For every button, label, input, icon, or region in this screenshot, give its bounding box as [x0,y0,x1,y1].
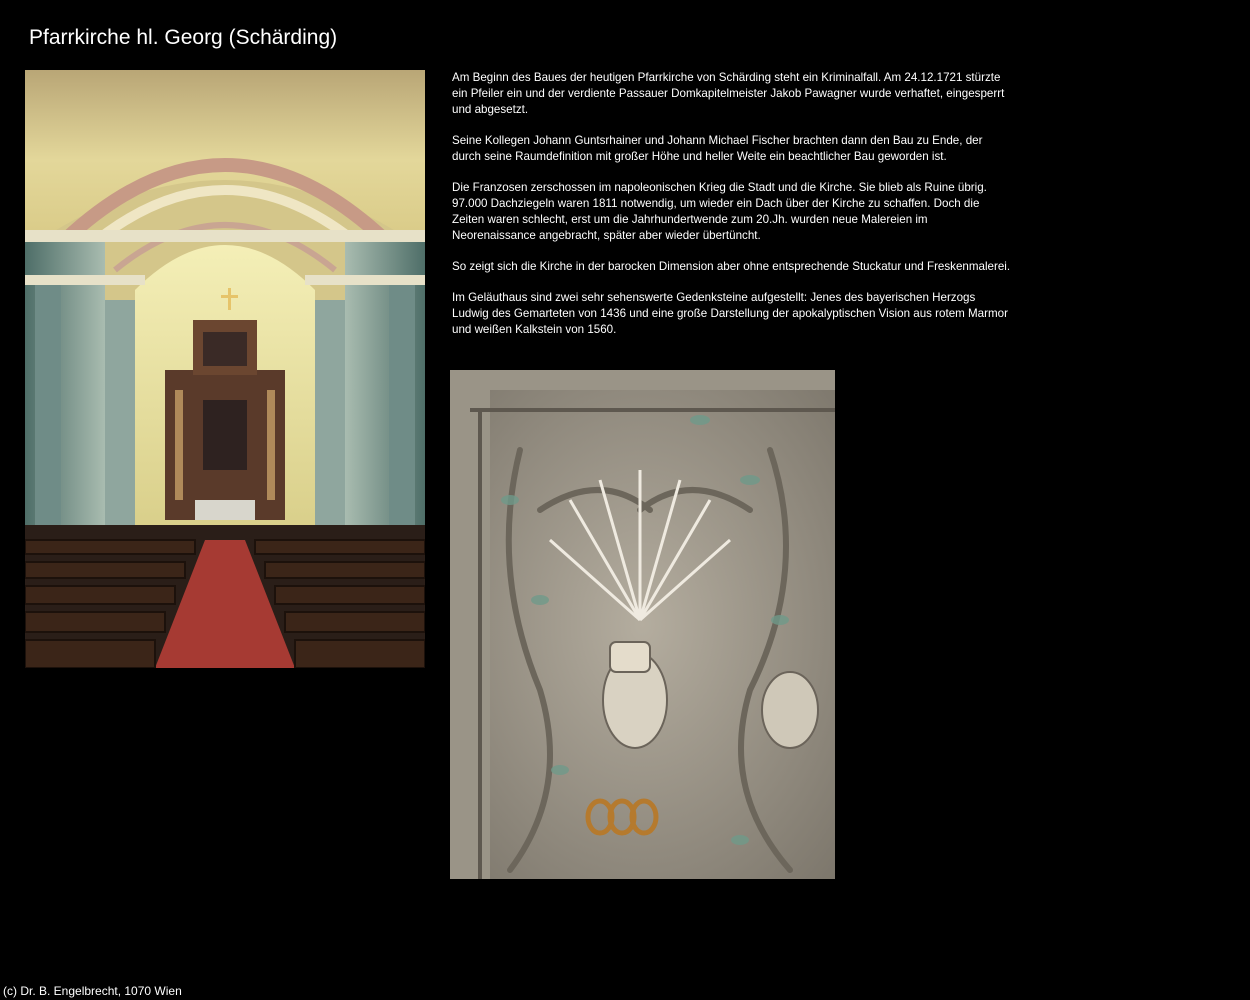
paragraph: Im Geläuthaus sind zwei sehr sehenswerte Gedenksteine aufgestellt: Jenes des bayerischen Herzogs Ludwig des Gemarteten von 1436 und eine große Darstellung der apokalyptischen Vision aus rotem Marmor und weißen Kalkstein von 1560. [452,291,1008,336]
paragraph: Seine Kollegen Johann Guntsrhainer und Johann Michael Fischer brachten dann den Bau zu Ende, der durch seine Raumdefinition mit großer Höhe und heller Weite ein beachtlicher Bau geworden ist. [452,134,983,163]
page-title: Pfarrkirche hl. Georg (Schärding) [29,26,338,49]
paragraph: Die Franzosen zerschossen im napoleonischen Krieg die Stadt und die Kirche. Sie blieb als Ruine übrig. 97.000 Dachziegeln waren 1811 notwendig, um wieder ein Dach über der Kirche zu schaffen. Doch die Zeiten waren schlecht, erst um die Jahrhundertwende zum 20.Jh. wurden neue Malereien im Neorenaissance angebracht, später aber wieder übertüncht. [452,181,987,242]
memorial-stone-relief-photo [450,370,835,879]
church-interior-photo [25,70,425,668]
description-text [452,70,1012,353]
copyright-footer: (c) Dr. B. Engelbrecht, 1070 Wien [3,984,182,998]
paragraph: Am Beginn des Baues der heutigen Pfarrkirche von Schärding steht ein Kriminalfall. Am 24.12.1721 stürzte ein Pfeiler ein und der verdiente Passauer Domkapitelmeister Jakob Pawagner wurde verhaftet, eingesperrt und abgesetzt. [452,71,1005,116]
paragraph: So zeigt sich die Kirche in der barocken Dimension aber ohne entsprechende Stuckatur und Freskenmalerei. [452,260,1011,273]
